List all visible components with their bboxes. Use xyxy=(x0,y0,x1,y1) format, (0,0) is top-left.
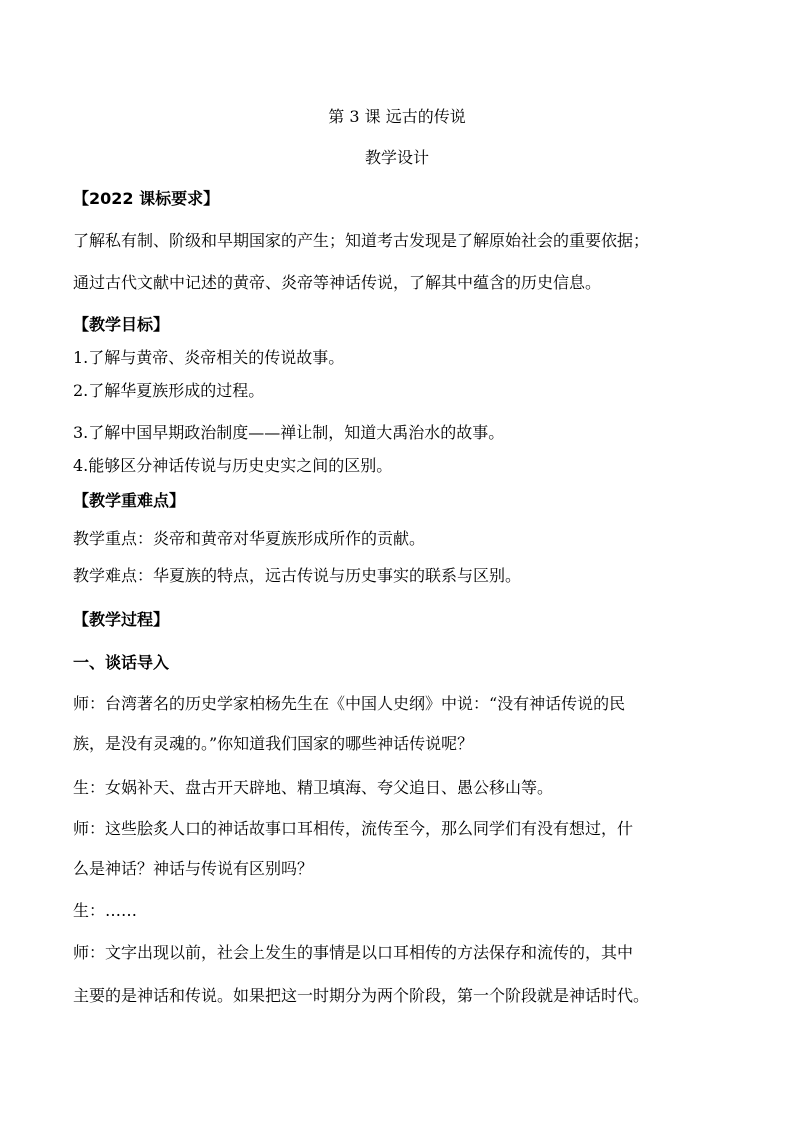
objective-item: 4.能够区分神话传说与历史史实之间的区别。 xyxy=(73,456,393,475)
curriculum-line: 了解私有制、阶级和早期国家的产生；知道考古发现是了解原始社会的重要依据； xyxy=(73,231,650,250)
dialogue-line: 族，是没有灵魂的。”你知道我们国家的哪些神话传说呢？ xyxy=(73,734,474,753)
dialogue-line: 主要的是神话和传说。如果把这一时期分为两个阶段，第一个阶段就是神话时代。 xyxy=(73,986,650,1005)
curriculum-heading: 【2022 课标要求】 xyxy=(73,189,220,208)
dialogue-line: 师：这些脍炙人口的神话故事口耳相传，流传至今，那么同学们有没有想过，什 xyxy=(73,819,634,838)
key-points-heading: 【教学重难点】 xyxy=(73,491,186,510)
lesson-subtitle: 教学设计 xyxy=(364,148,429,167)
difficult-point-line: 教学难点：华夏族的特点，远古传说与历史事实的联系与区别。 xyxy=(73,566,522,585)
dialogue-line: 师：文字出现以前，社会上发生的事情是以口耳相传的方法保存和流传的，其中 xyxy=(73,943,634,962)
objective-item: 2.了解华夏族形成的过程。 xyxy=(73,381,265,400)
objectives-heading: 【教学目标】 xyxy=(73,315,170,334)
dialogue-line: 师：台湾著名的历史学家柏杨先生在《中国人史纲》中说：“没有神话传说的民 xyxy=(73,694,626,713)
dialogue-line: 生：…… xyxy=(73,901,138,920)
dialogue-line: 生：女娲补天、盘古开天辟地、精卫填海、夸父追日、愚公移山等。 xyxy=(73,778,554,797)
objective-item: 3.了解中国早期政治制度——禅让制，知道大禹治水的故事。 xyxy=(73,423,505,442)
curriculum-line: 通过古代文献中记述的黄帝、炎帝等神话传说，了解其中蕴含的历史信息。 xyxy=(73,273,602,292)
objective-item: 1.了解与黄帝、炎帝相关的传说故事。 xyxy=(73,348,345,367)
process-subheading: 一、谈话导入 xyxy=(73,653,170,672)
dialogue-line: 么是神话？神话与传说有区别吗？ xyxy=(73,859,314,878)
process-heading: 【教学过程】 xyxy=(73,610,170,629)
key-point-line: 教学重点：炎帝和黄帝对华夏族形成所作的贡献。 xyxy=(73,529,426,548)
lesson-title: 第 3 课 远古的传说 xyxy=(328,107,466,126)
